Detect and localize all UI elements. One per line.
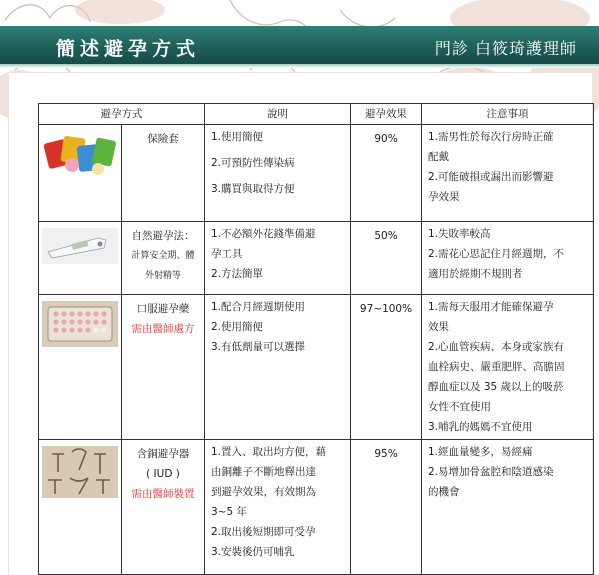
description-line: 2.使用簡便 xyxy=(211,321,264,333)
effectiveness-cell: 50% xyxy=(351,222,422,295)
description-line: 2.取出後短期即可受孕 xyxy=(211,526,316,538)
description-cell xyxy=(205,222,351,295)
method-image-cell xyxy=(39,295,122,440)
notes-cell xyxy=(422,125,594,222)
note-line: 1.經血量變多，易經痛 xyxy=(428,446,533,458)
insertion-note: 需由醫師裝置 xyxy=(131,488,195,500)
method-name: 保險套 xyxy=(147,133,179,145)
note-line: 女性不宜使用 xyxy=(428,401,491,413)
description-line: 3.購買與取得方便 xyxy=(211,183,295,195)
table-row xyxy=(39,440,594,575)
description-line: 2.可預防性傳染病 xyxy=(211,157,295,169)
iud-photo-icon xyxy=(42,446,118,498)
thermometer-photo-icon xyxy=(42,228,118,264)
effectiveness-cell: 97~100% xyxy=(351,295,422,440)
note-line: 孕效果 xyxy=(428,191,460,203)
note-line: 效果 xyxy=(428,321,449,333)
notes-cell xyxy=(422,222,594,295)
effectiveness-cell: 95% xyxy=(351,440,422,575)
table-row xyxy=(39,222,594,295)
description-line: 1.配合月經週期使用 xyxy=(211,301,306,313)
author-credit: 門診 白筱琦護理師 xyxy=(434,39,577,58)
note-line: 3.哺乳的媽媽不宜使用 xyxy=(428,421,533,433)
header-method: 避孕方式 xyxy=(39,104,205,125)
notes-cell xyxy=(422,295,594,440)
description-line: 3.安裝後仍可哺乳 xyxy=(211,546,295,558)
method-name-cell xyxy=(122,125,205,222)
table-row xyxy=(39,125,594,222)
method-name-detail: 計算安全期、體 xyxy=(131,251,195,261)
note-line: 醇血症以及 35 歲以上的吸菸 xyxy=(428,381,564,393)
condom-photo-icon xyxy=(42,131,118,177)
method-name: 含銅避孕器 xyxy=(136,448,190,460)
note-line: 適用於經期不規則者 xyxy=(428,268,523,280)
description-line: 3~5 年 xyxy=(211,506,247,518)
notes-cell xyxy=(422,440,594,575)
header-notes: 注意事項 xyxy=(422,104,594,125)
note-line: 1.失敗率較高 xyxy=(428,228,491,240)
note-line: 血栓病史、嚴重肥胖、高膽固 xyxy=(428,361,565,373)
header-effectiveness: 避孕效果 xyxy=(351,104,422,125)
effectiveness-cell: 90% xyxy=(351,125,422,222)
method-image-cell xyxy=(39,440,122,575)
method-name-cell xyxy=(122,440,205,575)
method-name-cell xyxy=(122,222,205,295)
header-description: 說明 xyxy=(205,104,351,125)
description-line: 到避孕效果，有效期為 xyxy=(211,486,316,498)
prescription-note: 需由醫師處方 xyxy=(131,323,195,335)
method-name-detail: ( IUD ) xyxy=(146,468,180,480)
note-line: 2.需花心思記住月經週期，不 xyxy=(428,248,565,260)
method-name: 口服避孕藥 xyxy=(136,303,190,315)
note-line: 的機會 xyxy=(428,486,460,498)
description-line: 1.置入、取出均方便，藉 xyxy=(211,446,327,458)
method-name-detail: 外射精等 xyxy=(144,271,181,281)
note-line: 2.心血管疾病、本身或家族有 xyxy=(428,341,565,353)
note-line: 配戴 xyxy=(428,151,449,163)
description-line: 2.方法簡單 xyxy=(211,268,264,280)
note-line: 1.需男性於每次行房時正確 xyxy=(428,131,554,143)
description-line: 3.有低劑量可以選擇 xyxy=(211,341,306,353)
description-cell xyxy=(205,125,351,222)
note-line: 2.可能破損或漏出而影響避 xyxy=(428,171,554,183)
description-line: 由銅離子不斷地釋出達 xyxy=(211,466,316,478)
description-line: 1.不必額外花錢準備避 xyxy=(211,228,316,240)
description-cell xyxy=(205,295,351,440)
table-header-row xyxy=(39,104,594,125)
note-line: 2.易增加骨盆腔和陰道感染 xyxy=(428,466,554,478)
description-line: 1.使用簡便 xyxy=(211,131,264,143)
table-row xyxy=(39,295,594,440)
method-image-cell xyxy=(39,125,122,222)
contraception-table xyxy=(38,103,594,575)
note-line: 1.需每天服用才能確保避孕 xyxy=(428,301,554,313)
page-title: 簡述避孕方式 xyxy=(56,38,201,60)
pill-pack-photo-icon xyxy=(42,301,118,347)
description-line: 孕工具 xyxy=(211,248,243,260)
method-name: 自然避孕法： xyxy=(131,230,195,242)
description-cell xyxy=(205,440,351,575)
method-name-cell xyxy=(122,295,205,440)
method-image-cell xyxy=(39,222,122,295)
